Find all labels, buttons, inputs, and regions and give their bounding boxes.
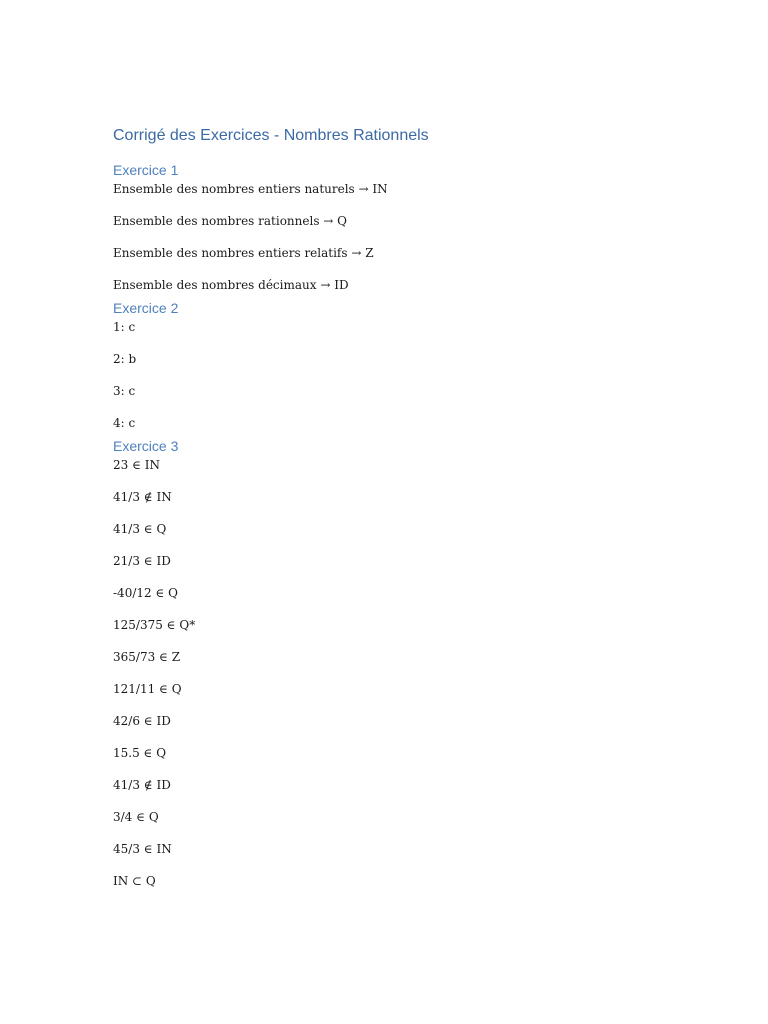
section-heading: Exercice 2 bbox=[113, 300, 179, 316]
section-exercice-2 bbox=[113, 298, 673, 436]
answer-line: 23 ∈ IN bbox=[113, 458, 161, 472]
answer-line: 3: c bbox=[113, 384, 136, 398]
answer-line: 121/11 ∈ Q bbox=[113, 682, 182, 696]
document-page bbox=[113, 124, 673, 894]
answer-line: 41/3 ∉ ID bbox=[113, 778, 171, 792]
answer-line: Ensemble des nombres entiers naturels → IN bbox=[113, 182, 388, 196]
section-heading: Exercice 1 bbox=[113, 162, 179, 178]
answer-line: -40/12 ∈ Q bbox=[113, 586, 178, 600]
answer-line: IN ⊂ Q bbox=[113, 874, 156, 888]
answer-line: 15.5 ∈ Q bbox=[113, 746, 167, 760]
answer-line: 42/6 ∈ ID bbox=[113, 714, 171, 728]
answer-line: 4: c bbox=[113, 416, 136, 430]
section-exercice-1 bbox=[113, 160, 673, 298]
answer-line: 3/4 ∈ Q bbox=[113, 810, 159, 824]
section-heading: Exercice 3 bbox=[113, 438, 179, 454]
answer-line: 1: c bbox=[113, 320, 136, 334]
answer-line: 45/3 ∈ IN bbox=[113, 842, 172, 856]
answer-line: Ensemble des nombres entiers relatifs → Z bbox=[113, 246, 374, 260]
section-exercice-3 bbox=[113, 436, 673, 894]
answer-line: Ensemble des nombres décimaux → ID bbox=[113, 278, 349, 292]
answer-line: 21/3 ∈ ID bbox=[113, 554, 171, 568]
answer-line: Ensemble des nombres rationnels → Q bbox=[113, 214, 347, 228]
document-title: Corrigé des Exercices - Nombres Rationnels bbox=[113, 127, 429, 144]
answer-line: 2: b bbox=[113, 352, 137, 366]
answer-line: 365/73 ∈ Z bbox=[113, 650, 181, 664]
answer-line: 41/3 ∈ Q bbox=[113, 522, 167, 536]
answer-line: 125/375 ∈ Q* bbox=[113, 618, 196, 632]
answer-line: 41/3 ∉ IN bbox=[113, 490, 172, 504]
